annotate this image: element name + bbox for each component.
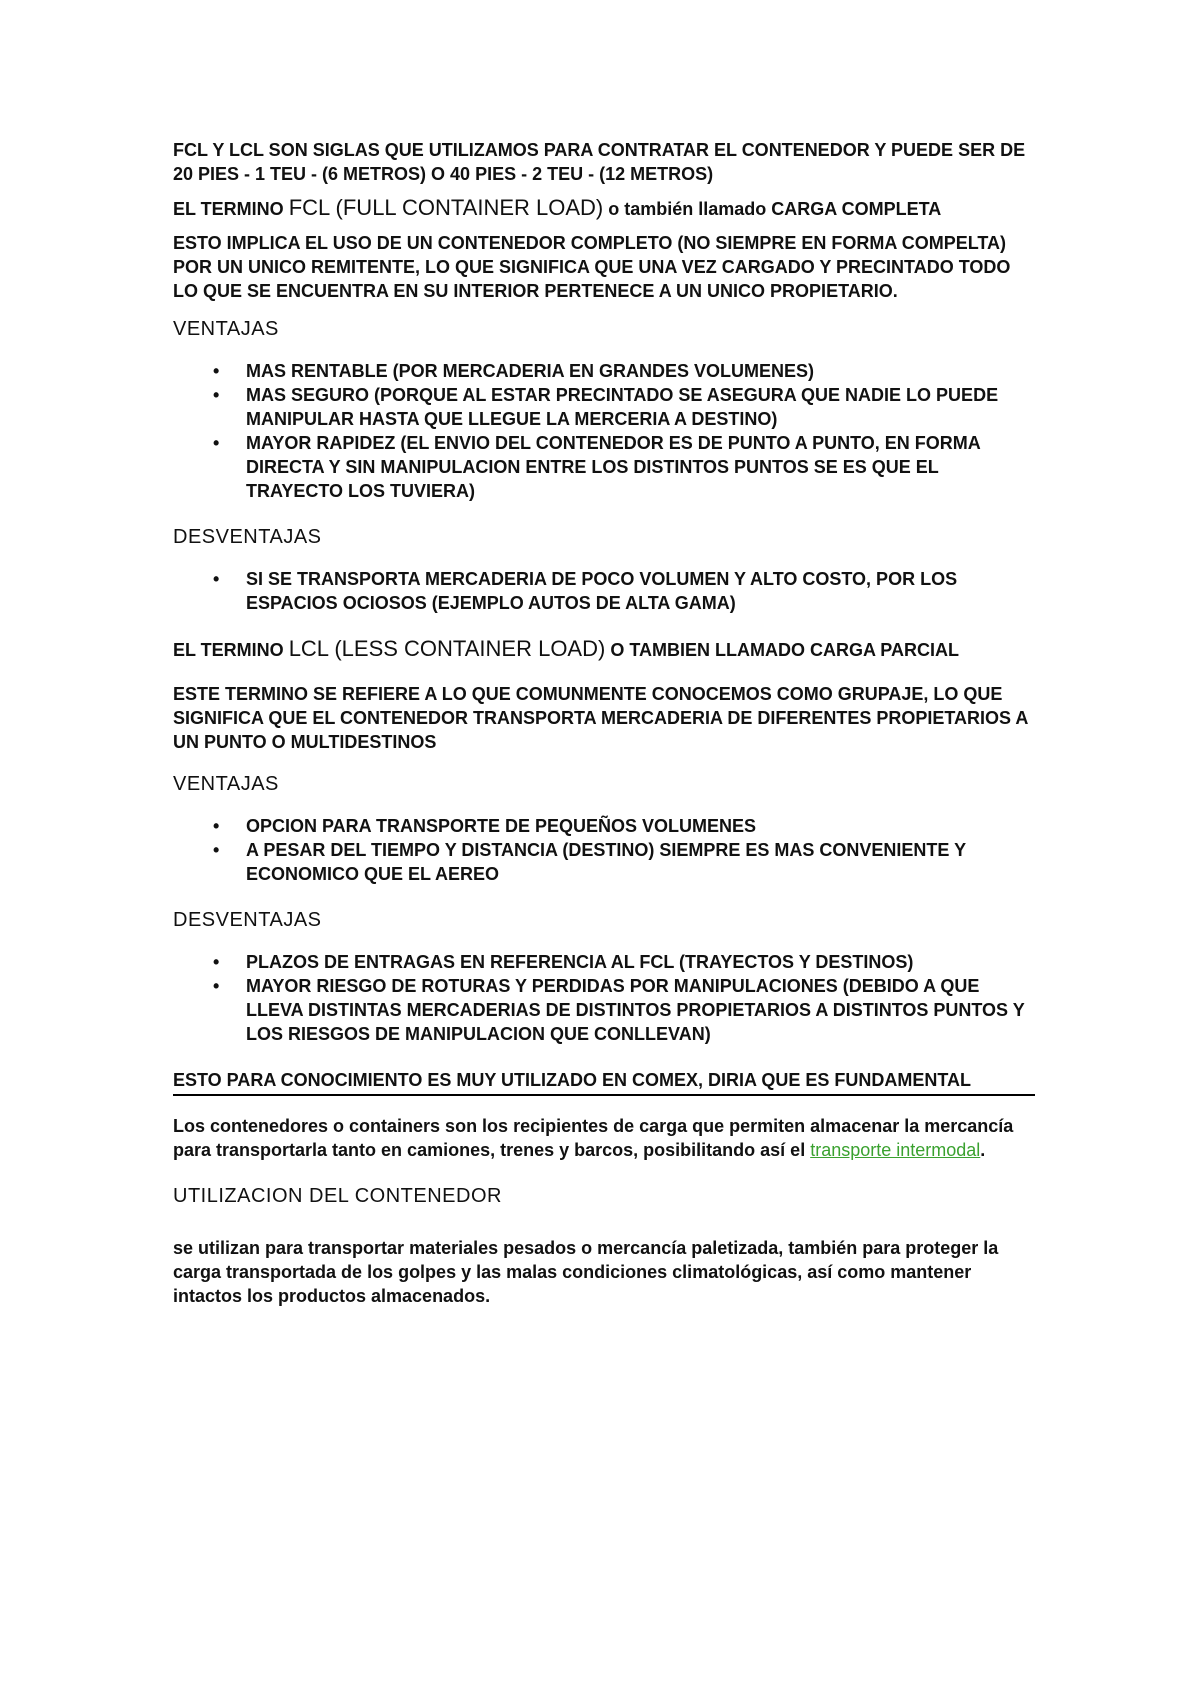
list-item: • OPCION PARA TRANSPORTE DE PEQUEÑOS VOLUMENES (213, 816, 757, 836)
bullet-icon: • (213, 952, 220, 972)
list-item: • A PESAR DEL TIEMPO Y DISTANCIA (DESTINO) SIEMPRE ES MAS CONVENIENTE Y ECONOMICO QUE EL AEREO (213, 840, 966, 884)
bullet-icon: • (213, 361, 220, 381)
list-item: • PLAZOS DE ENTRAGAS EN REFERENCIA AL FCL (TRAYECTOS Y DESTINOS) (213, 952, 914, 972)
bullet-icon: • (213, 433, 220, 453)
document-page (173, 138, 1035, 1322)
fcl-suffix: o también llamado CARGA COMPLETA (603, 199, 942, 219)
containers-paragraph: Los contenedores o containers son los recipientes de carga que permiten almacenar la mercancía para transportarla tanto en camiones, trenes y barcos, posibilitando así el transporte intermodal. (173, 1116, 1014, 1160)
intro-paragraph: FCL Y LCL SON SIGLAS QUE UTILIZAMOS PARA CONTRATAR EL CONTENEDOR Y PUEDE SER DE 20 PIES - 1 TEU - (6 METROS) O 40 PIES - 2 TEU - (12 METROS) (173, 140, 1026, 184)
lcl-desventajas-list (173, 950, 1035, 1046)
fcl-ventajas-list (173, 359, 1035, 503)
bullet-icon: • (213, 840, 220, 860)
transporte-intermodal-link[interactable]: transporte intermodal (810, 1140, 981, 1160)
lcl-term-line (173, 637, 1035, 662)
lcl-desventajas-heading: DESVENTAJAS (173, 909, 322, 931)
bullet-icon: • (213, 569, 220, 589)
utilizacion-heading: UTILIZACION DEL CONTENEDOR (173, 1185, 502, 1207)
lcl-term: LCL (LESS CONTAINER LOAD) (288, 636, 606, 661)
bullet-icon: • (213, 816, 220, 836)
list-item: • MAYOR RIESGO DE ROTURAS Y PERDIDAS POR MANIPULACIONES (DEBIDO A QUE LLEVA DISTINTAS MERCADERIAS DE DISTINTOS PROPIETARIOS A DISTINTOS PUNTOS Y LOS RIESGOS DE MANIPULACION QUE CONLLEVAN) (213, 976, 1025, 1044)
fcl-term-line (173, 196, 1035, 221)
lcl-ventajas-list (173, 814, 1035, 886)
bullet-icon: • (213, 385, 220, 405)
lcl-ventajas-heading: VENTAJAS (173, 773, 279, 795)
lcl-body: ESTE TERMINO SE REFIERE A LO QUE COMUNMENTE CONOCEMOS COMO GRUPAJE, LO QUE SIGNIFICA QUE EL CONTENEDOR TRANSPORTA MERCADERIA DE DIFERENTES PROPIETARIOS A UN PUNTO O MULTIDESTINOS (173, 684, 1028, 752)
utilizacion-body: se utilizan para transportar materiales pesados o mercancía paletizada, también para proteger la carga transportada de los golpes y las malas condiciones climatológicas, así como mantener intactos los productos almacenados. (173, 1238, 999, 1306)
bullet-icon: • (213, 976, 220, 996)
lcl-suffix: O TAMBIEN LLAMADO CARGA PARCIAL (605, 640, 959, 660)
list-item: • MAS SEGURO (PORQUE AL ESTAR PRECINTADO SE ASEGURA QUE NADIE LO PUEDE MANIPULAR HASTA QUE LLEGUE LA MERCERIA A DESTINO) (213, 385, 999, 429)
fcl-ventajas-heading: VENTAJAS (173, 318, 279, 340)
list-item: • MAS RENTABLE (POR MERCADERIA EN GRANDES VOLUMENES) (213, 361, 815, 381)
lcl-prefix: EL TERMINO (173, 640, 289, 660)
list-item: • MAYOR RAPIDEZ (EL ENVIO DEL CONTENEDOR ES DE PUNTO A PUNTO, EN FORMA DIRECTA Y SIN MANIPULACION ENTRE LOS DISTINTOS PUNTOS SE ES QUE EL TRAYECTO LOS TUVIERA) (213, 433, 981, 501)
fcl-term: FCL (FULL CONTAINER LOAD) (288, 195, 604, 220)
fcl-body: ESTO IMPLICA EL USO DE UN CONTENEDOR COMPLETO (NO SIEMPRE EN FORMA COMPELTA) POR UN UNICO REMITENTE, LO QUE SIGNIFICA QUE UNA VEZ CARGADO Y PRECINTADO TODO LO QUE SE ENCUENTRA EN SU INTERIOR PERTENECE A UN UNICO PROPIETARIO. (173, 233, 1011, 301)
closing-paragraph: ESTO PARA CONOCIMIENTO ES MUY UTILIZADO EN COMEX, DIRIA QUE ES FUNDAMENTAL (173, 1068, 1035, 1096)
list-item: • SI SE TRANSPORTA MERCADERIA DE POCO VOLUMEN Y ALTO COSTO, POR LOS ESPACIOS OCIOSOS (EJEMPLO AUTOS DE ALTA GAMA) (213, 569, 958, 613)
fcl-desventajas-list (173, 567, 1035, 615)
fcl-prefix: EL TERMINO (173, 199, 289, 219)
fcl-desventajas-heading: DESVENTAJAS (173, 526, 322, 548)
